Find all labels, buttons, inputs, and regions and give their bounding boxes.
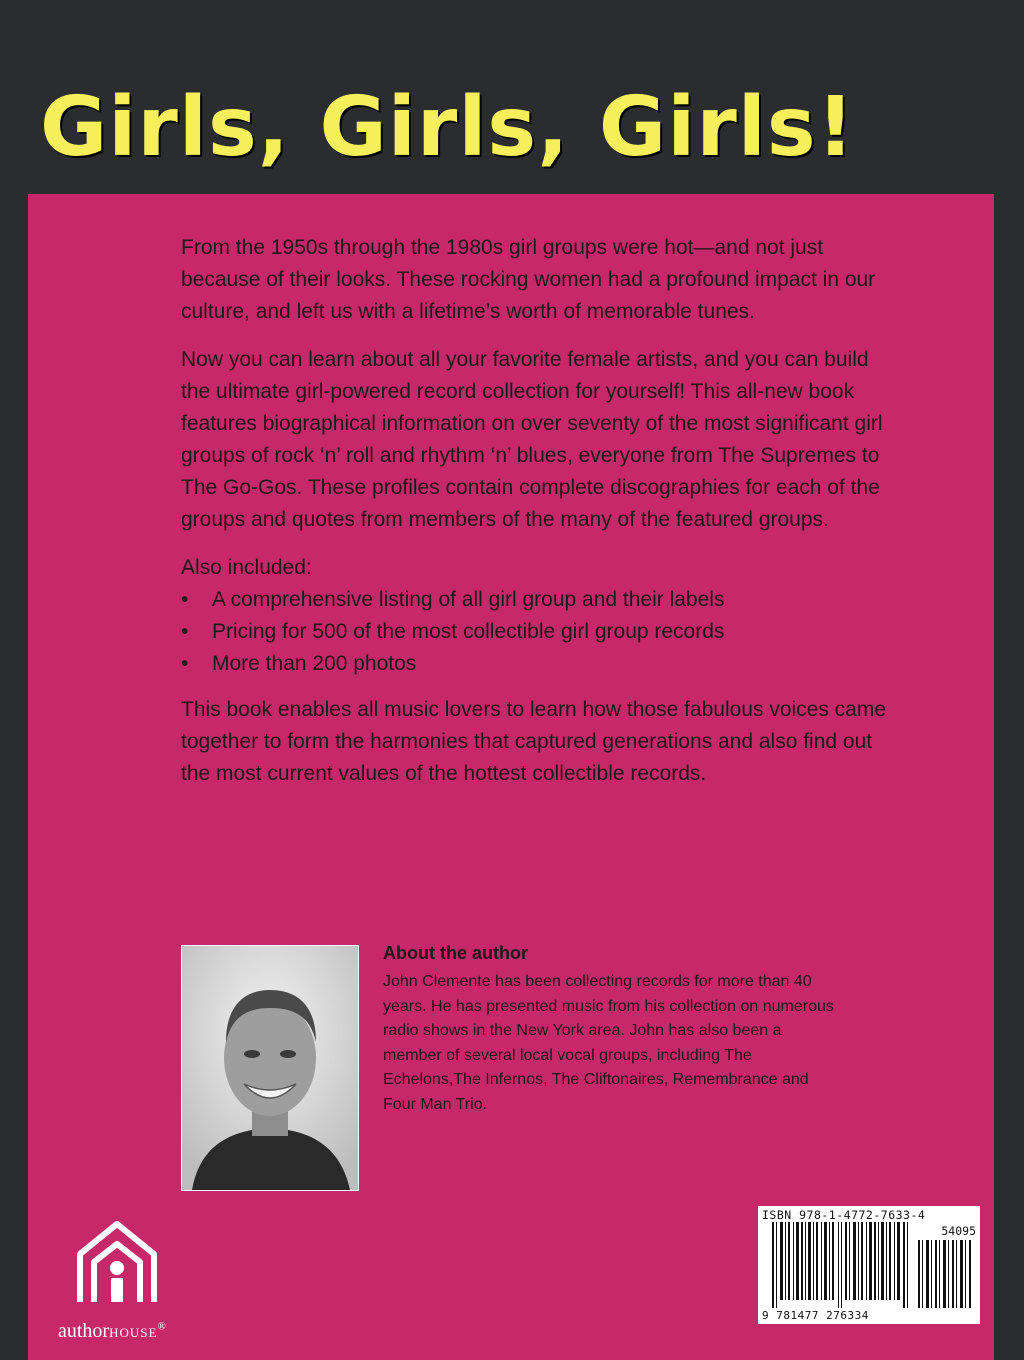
blurb-paragraph-1: From the 1950s through the 1980s girl groups were hot—and not just because of their looks. These rocking women had a profound impact in our culture, and left us with a lifetime’s worth of memorable tunes. — [181, 236, 876, 323]
house-icon — [72, 1210, 162, 1310]
price-barcode-bars — [918, 1240, 974, 1308]
publisher-name: authorHOUSE® — [58, 1320, 166, 1342]
barcode — [758, 1206, 980, 1324]
cover-title: Girls, Girls, Girls! — [40, 80, 856, 175]
isbn-text: ISBN 978-1-4772-7633-4 — [762, 1208, 926, 1222]
barcode-bars — [772, 1222, 914, 1308]
list-item: • More than 200 photos — [181, 652, 417, 675]
price-code: 54095 — [941, 1224, 976, 1238]
blurb-paragraph-3: This book enables all music lovers to learn how those fabulous voices came together to form the harmonies that captured generations and also find out the most current values of the hottest collectible records. — [181, 698, 887, 785]
about-author — [383, 940, 843, 1117]
publisher-logo — [58, 1210, 218, 1340]
blurb — [181, 232, 901, 806]
included-list — [181, 584, 901, 680]
included-label: Also included: — [181, 556, 312, 579]
list-item: • A comprehensive listing of all girl group and their labels — [181, 588, 725, 611]
list-item: • Pricing for 500 of the most collectible girl group records — [181, 620, 725, 643]
blurb-paragraph-2: Now you can learn about all your favorite female artists, and you can build the ultimate girl-powered record collection for yourself! This all-new book features biographical information on over seventy of the most significant girl groups of rock ‘n’ roll and rhythm ‘n’ blues, everyone from The Supremes to The Go-Gos. These profiles contain complete discographies for each of the groups and quotes from members of the many of the featured groups. — [181, 348, 883, 531]
author-photo — [181, 945, 359, 1191]
about-bio: John Clemente has been collecting records for more than 40 years. He has presented music from his collection on numerous radio shows in the New York area. John has also been a member of several local vocal groups, including The Echelons,The Infernos, The Cliftonaires, Remembrance and Four Man Trio. — [383, 973, 834, 1113]
about-heading: About the author — [383, 943, 528, 963]
barcode-digits: 9 781477 276334 — [762, 1309, 869, 1322]
